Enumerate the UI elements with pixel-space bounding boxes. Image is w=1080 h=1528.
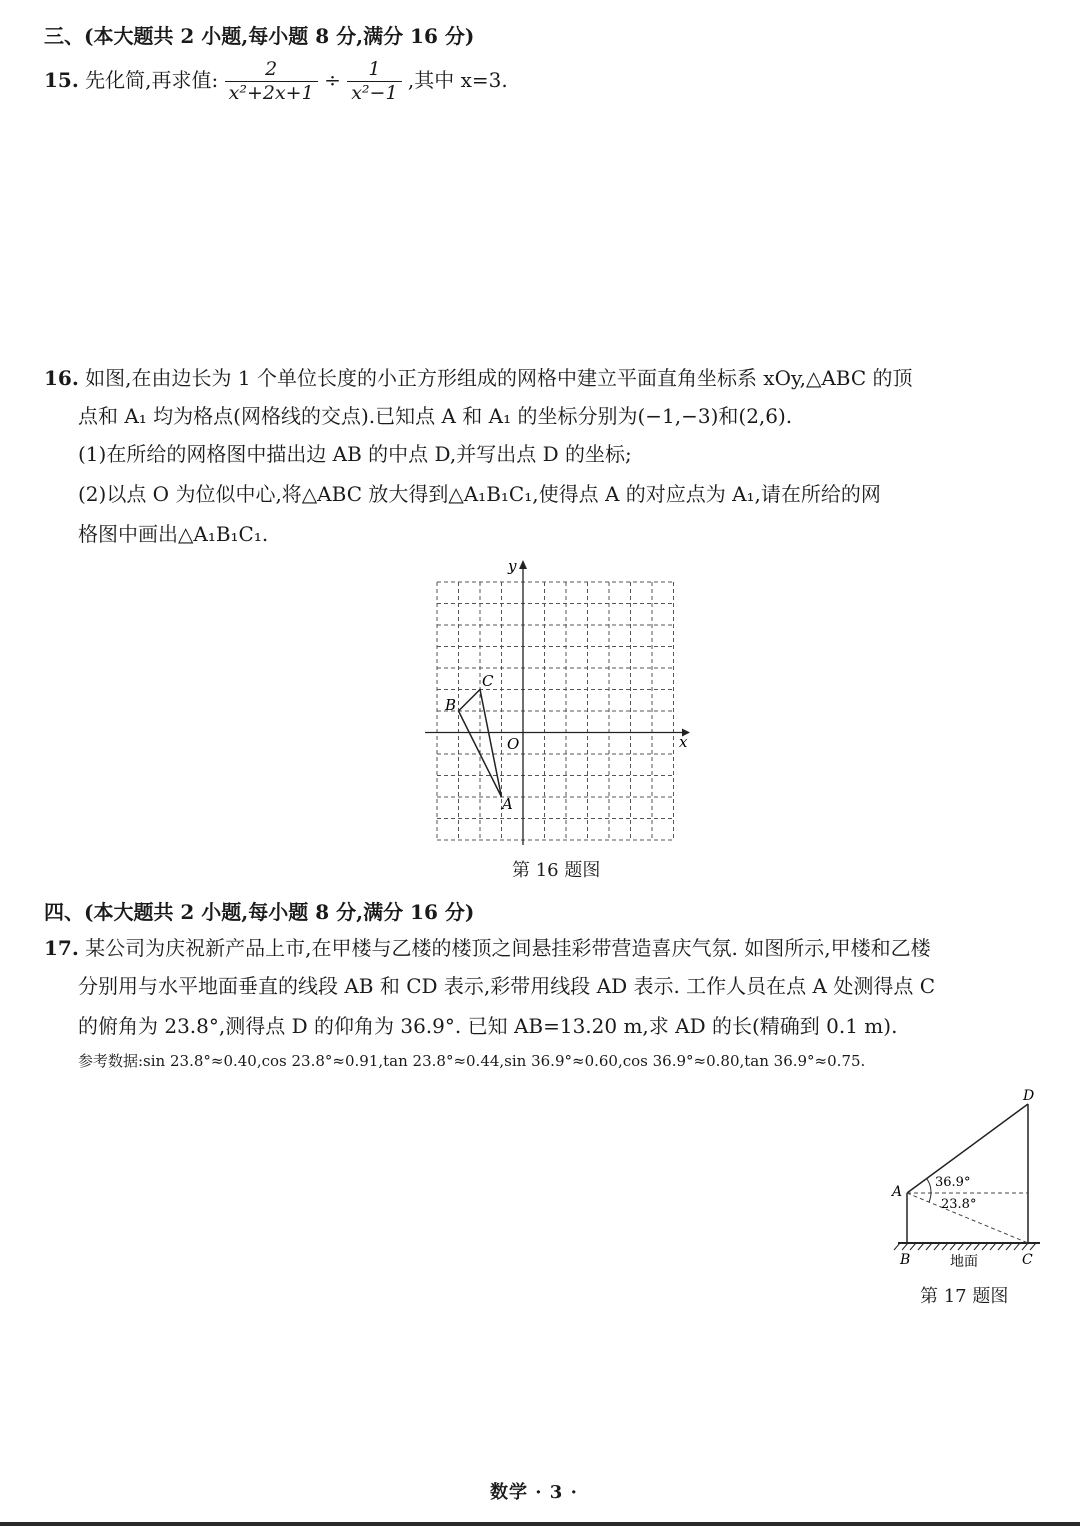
question-16-line-1 xyxy=(44,362,913,391)
angle-arc-23-8 xyxy=(929,1193,931,1202)
grid-lines xyxy=(437,582,674,840)
q16-text-5: 格图中画出△A₁B₁C₁. xyxy=(78,522,269,546)
section-3-heading: 三、(本大题共 2 小题,每小题 8 分,满分 16 分) xyxy=(44,24,475,48)
point-b-label: B xyxy=(445,696,457,714)
q17-text-3: 的俯角为 23.8°,测得点 D 的仰角为 36.9°. 已知 AB=13.20 m,求 AD 的长(精确到 0.1 m). xyxy=(78,1014,898,1038)
angle-label-36-9: 36.9° xyxy=(935,1175,971,1190)
q15-prefix: 先化简,再求值: xyxy=(85,67,219,92)
q16-part-2: (2)以点 O 为位似中心,将△ABC 放大得到△A₁B₁C₁,使得点 A 的对应点为 A₁,请在所给的网 xyxy=(78,482,881,506)
x-axis-label: x xyxy=(679,733,688,751)
point-b-label: B xyxy=(900,1252,911,1268)
question-number: 17. xyxy=(44,936,79,960)
q16-part-1: (1)在所给的网格图中描出边 AB 的中点 D,并写出点 D 的坐标; xyxy=(78,442,632,466)
angle-label-23-8: 23.8° xyxy=(941,1197,977,1212)
point-d-label: D xyxy=(1023,1088,1035,1104)
question-15 xyxy=(44,58,508,105)
ground-hatching xyxy=(894,1243,1036,1250)
y-axis-label: y xyxy=(508,557,517,575)
ground-label: 地面 xyxy=(950,1254,978,1270)
fraction-2-denominator: x²−1 xyxy=(351,81,398,104)
point-a-label: A xyxy=(892,1184,903,1200)
q15-suffix: ,其中 x=3. xyxy=(407,67,508,92)
building-figure-17 xyxy=(880,1080,1060,1275)
figure-16-caption: 第 16 题图 xyxy=(512,860,601,881)
section-4-heading: 四、(本大题共 2 小题,每小题 8 分,满分 16 分) xyxy=(44,900,475,924)
q16-text-2: 点和 A₁ 均为格点(网格线的交点).已知点 A 和 A₁ 的坐标分别为(−1,−3)和(2,6). xyxy=(78,404,793,428)
figure-17-caption: 第 17 题图 xyxy=(920,1286,1009,1307)
origin-label: O xyxy=(507,735,520,753)
fraction-1 xyxy=(225,58,318,105)
q16-text-1: 如图,在由边长为 1 个单位长度的小正方形组成的网格中建立平面直角坐标系 xOy,△ABC 的顶 xyxy=(85,366,913,390)
question-number: 15. xyxy=(44,67,79,92)
reference-data: 参考数据:sin 23.8°≈0.40,cos 23.8°≈0.91,tan 23.8°≈0.44,sin 36.9°≈0.60,cos 36.9°≈0.80,tan 36.9°≈0.75. xyxy=(78,1052,866,1070)
point-c-label: C xyxy=(1022,1252,1033,1268)
point-a-label: A xyxy=(502,795,513,813)
page-footer: 数学 · 3 · xyxy=(490,1482,578,1503)
question-number: 16. xyxy=(44,366,79,390)
bottom-border xyxy=(0,1522,1080,1526)
fraction-1-numerator: 2 xyxy=(225,58,318,82)
grid-figure-16 xyxy=(420,555,700,855)
fraction-2-numerator: 1 xyxy=(347,58,401,82)
fraction-2 xyxy=(347,58,401,105)
question-17-line-1 xyxy=(44,932,931,961)
point-c-label: C xyxy=(482,672,494,690)
angle-arc-36-9 xyxy=(927,1179,931,1193)
fraction-1-denominator: x²+2x+1 xyxy=(228,81,314,104)
q17-text-1: 某公司为庆祝新产品上市,在甲楼与乙楼的楼顶之间悬挂彩带营造喜庆气氛. 如图所示,甲楼和乙楼 xyxy=(85,936,931,960)
divide-operator: ÷ xyxy=(324,67,341,92)
q17-text-2: 分别用与水平地面垂直的线段 AB 和 CD 表示,彩带用线段 AD 表示. 工作人员在点 A 处测得点 C xyxy=(78,974,935,998)
y-axis-arrow-icon xyxy=(519,560,527,569)
